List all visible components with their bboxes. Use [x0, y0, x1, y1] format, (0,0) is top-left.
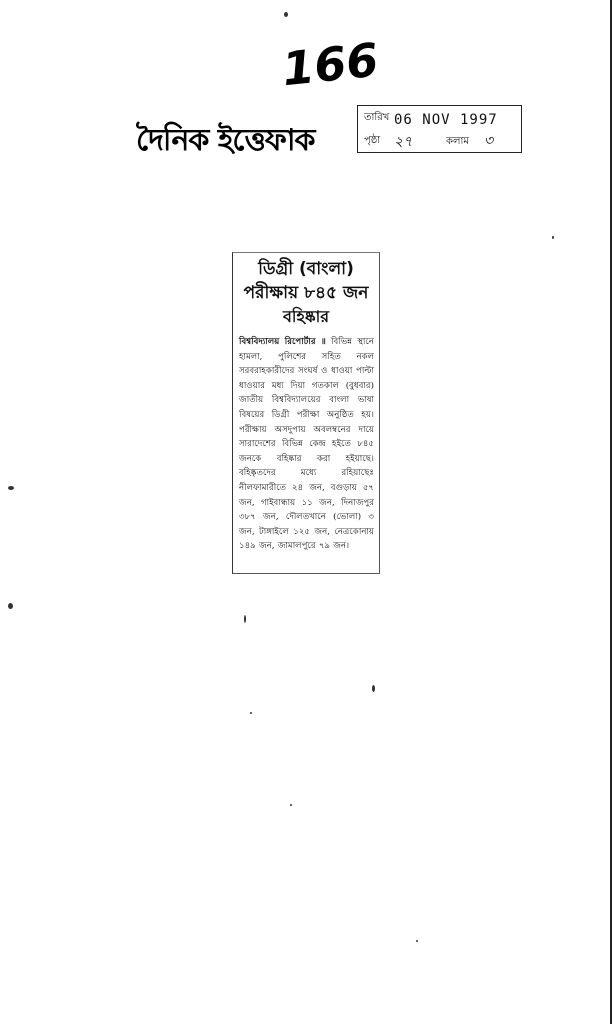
scan-speck [552, 236, 554, 239]
archive-stamp [357, 105, 522, 153]
stamp-column-value: ৩ [484, 133, 494, 149]
scan-speck [250, 712, 252, 714]
scan-speck [284, 12, 288, 17]
scan-speck [244, 615, 246, 623]
scan-speck [8, 603, 13, 609]
headline-line-2: পরীক্ষায় ৮৪৫ জন [243, 283, 369, 303]
page-edge [610, 0, 612, 1024]
scan-speck [416, 940, 418, 942]
scan-speck [290, 804, 292, 806]
scan-speck [372, 685, 375, 692]
handwritten-page-number-text: 166 [279, 32, 381, 97]
stamp-date: 06 NOV 1997 [394, 112, 498, 128]
news-clipping [232, 252, 380, 574]
article-text: বিভিন্ন স্থানে হামলা, পুলিশের সহিত নকল সরবরাহকারীদের সংঘর্ষ ও ধাওয়া পাল্টা ধাওয়ার মধ্য দিয়া গতকাল (বুধবার) জাতীয় বিশ্ববিদ্যালয়ের বাংলা ভাষা বিষয়ের ডিগ্রী পরীক্ষা অনুষ্ঠিত হয়। পরীক্ষায় অসদুপায় অবলম্বনের দায়ে সারাদেশের বিভিন্ন কেন্দ্র হইতে ৮৪৫ জনকে বহিষ্কার করা হইয়াছে। বহিষ্কৃতদের মধ্যে রহিয়াছেঃ নীলফামারীতে ২৪ জন, বগুড়ায় ৫৭ জন, গাইবান্ধায় ১১ জন, দিনাজপুর ৩৮৭ জন, দৌলতখানে (ভোলা) ৩ জন, টাঙ্গাইলে ১২৫ জন, নেত্রকোনায় ১৪৯ জন, জামালপুরে ৭৯ জন। [239, 337, 374, 552]
stamp-date-label: তারিখ [364, 112, 390, 123]
handwritten-page-number [279, 30, 381, 97]
article-headline [233, 257, 379, 329]
article-body [233, 329, 379, 554]
scan-speck [8, 486, 14, 490]
article-byline: বিশ্ববিদ্যালয় রিপোর্টার ॥ [239, 337, 326, 347]
stamp-page-value: ২৭ [394, 134, 413, 150]
stamp-column-label: কলাম [446, 136, 469, 147]
headline-line-1: ডিগ্রী (বাংলা) [258, 259, 354, 279]
stamp-page-label: পৃষ্ঠা [364, 135, 381, 146]
headline-line-3: বহিষ্কার [282, 307, 330, 326]
newspaper-masthead: দৈনিক ইত্তেফাক [136, 123, 315, 158]
